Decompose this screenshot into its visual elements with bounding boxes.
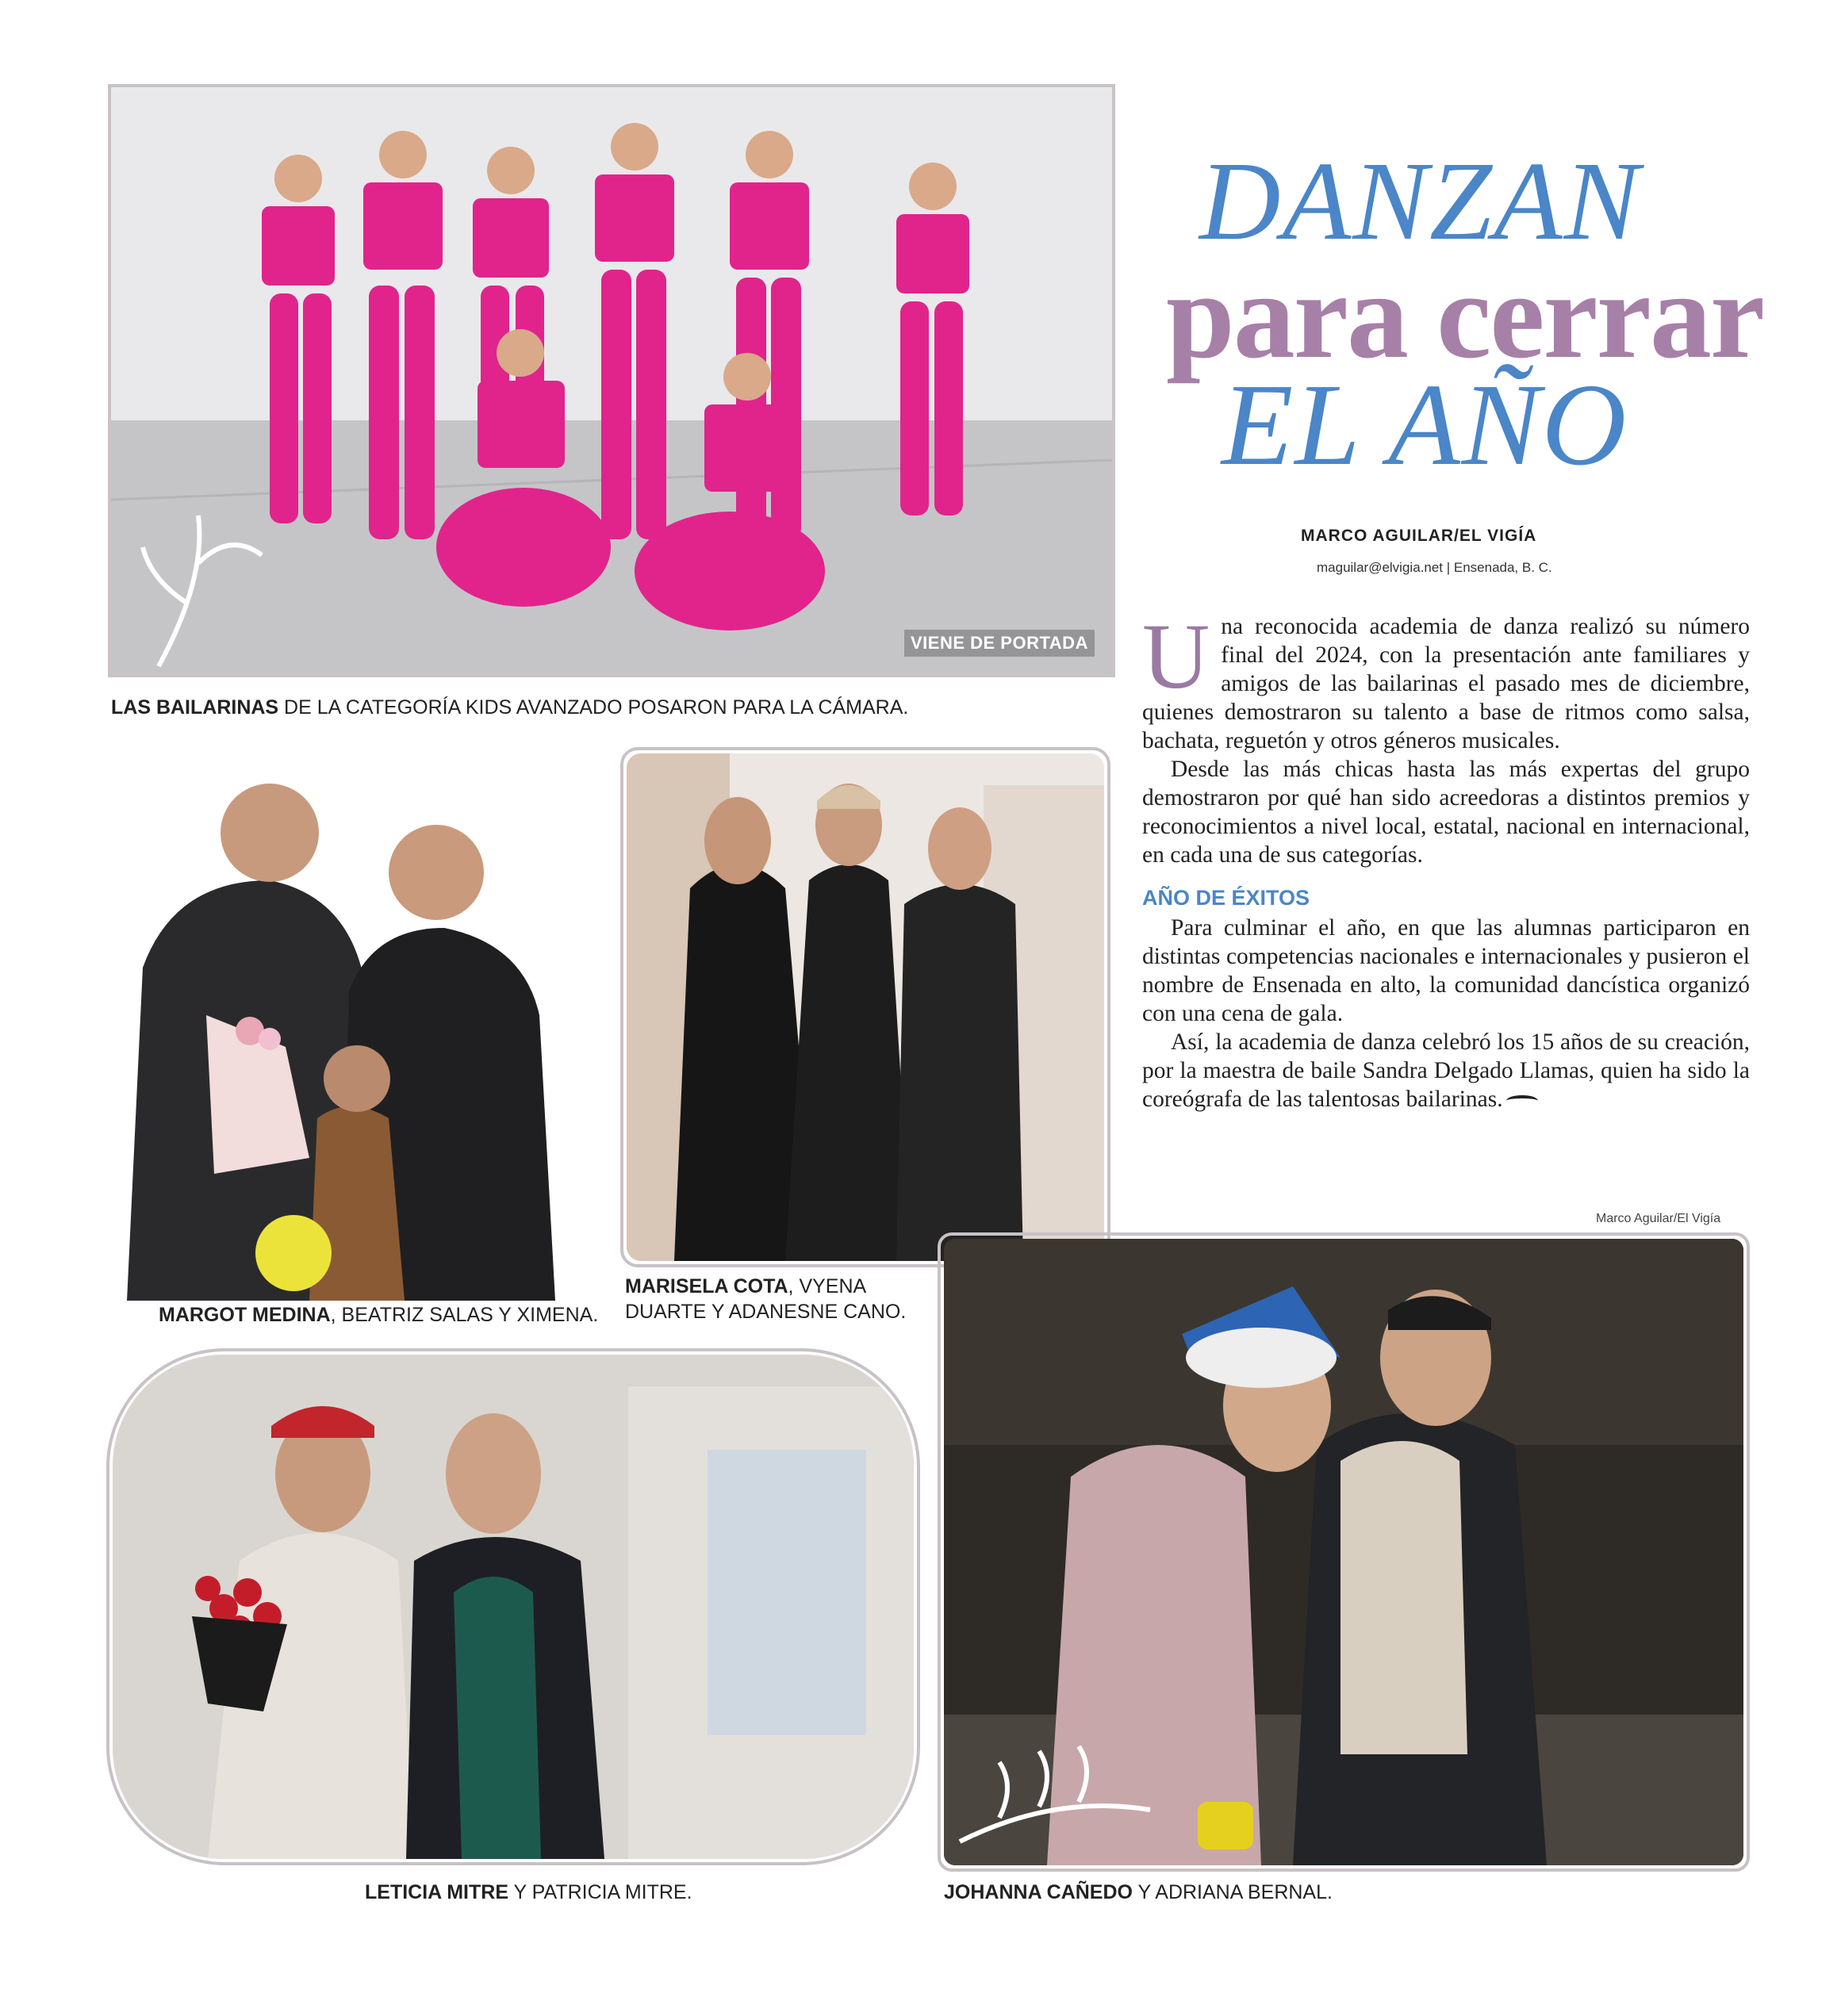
byline-author: MARCO AGUILAR/EL VIGÍA — [1301, 527, 1537, 545]
leticia-caption-text: Y PATRICIA MITRE. — [508, 1881, 692, 1903]
johanna-caption — [944, 1880, 1333, 1905]
dancers-group-photo — [111, 87, 1112, 674]
leticia-group-photo — [113, 1355, 914, 1859]
main-photo-caption-names: LAS BAILARINAS — [111, 696, 279, 719]
margot-caption — [159, 1302, 598, 1328]
marisela-caption-text: , VYENA DUARTE Y ADANESNE CANO. — [625, 1275, 907, 1323]
margot-group-photo — [111, 745, 601, 1301]
article-body — [1142, 604, 1750, 1113]
headline-line-2: para cerrar — [1166, 247, 1764, 384]
article-paragraph-1 — [1142, 604, 1750, 755]
margot-caption-text: , BEATRIZ SALAS Y XIMENA. — [330, 1304, 599, 1326]
margot-caption-names: MARGOT MEDINA — [159, 1304, 331, 1326]
article-paragraph-4-text: Así, la academia de danza celebró los 15 años de su creación, por la maestra de baile Sandra Delgado Llamas, quien ha sido la coreógrafa de las talentosas bailarinas. — [1142, 1029, 1750, 1112]
byline-contact: maguilar@elvigia.net | Ensenada, B. C. — [1317, 560, 1552, 575]
main-photo-caption — [111, 695, 908, 720]
headline-line-3: EL AÑO — [1222, 360, 1628, 490]
article-paragraph-4 — [1142, 1028, 1750, 1113]
article-subhead: AÑO DE ÉXITOS — [1142, 886, 1310, 910]
marisela-caption — [625, 1274, 942, 1324]
johanna-caption-text: Y ADRIANA BERNAL. — [1132, 1881, 1333, 1903]
leticia-caption — [365, 1880, 692, 1905]
article-paragraph-1-text: na reconocida academia de danza realizó su número final del 2024, con la presentación ante familiares y amigos de las bailarinas el pasado mes de diciembre, quienes demostraron su talento a base de ritmos como salsa, bachata, reguetón y otros géneros musicales. — [1142, 614, 1750, 753]
leticia-caption-names: LETICIA MITRE — [365, 1881, 509, 1903]
end-of-article-icon — [1506, 1095, 1538, 1106]
johanna-caption-names: JOHANNA CAÑEDO — [944, 1881, 1133, 1903]
article-paragraph-3: Para culminar el año, en que las alumnas participaron en distintas competencias nacionales e internacionales y pusieron el nombre de Ensenada en alto, la comunidad dancística organizó con una cena de gala. — [1142, 915, 1750, 1026]
article-paragraph-2: Desde las más chicas hasta las más expertas del grupo demostraron por qué han sido acreedoras a distintos premios y reconocimientos a nivel local, estatal, nacional en internacional, en cada una de sus categorías. — [1142, 757, 1750, 868]
viene-de-portada-badge: VIENE DE PORTADA — [904, 630, 1095, 657]
photo-credit: Marco Aguilar/El Vigía — [1596, 1212, 1721, 1225]
marisela-caption-names: MARISELA COTA — [625, 1275, 788, 1297]
johanna-group-photo — [944, 1239, 1743, 1865]
marisela-group-photo — [627, 753, 1104, 1261]
headline-line-1: DANZAN — [1199, 138, 1641, 263]
main-photo-caption-text: DE LA CATEGORÍA KIDS AVANZADO POSARON PARA LA CÁMARA. — [278, 696, 909, 719]
drop-cap: U — [1142, 604, 1210, 708]
